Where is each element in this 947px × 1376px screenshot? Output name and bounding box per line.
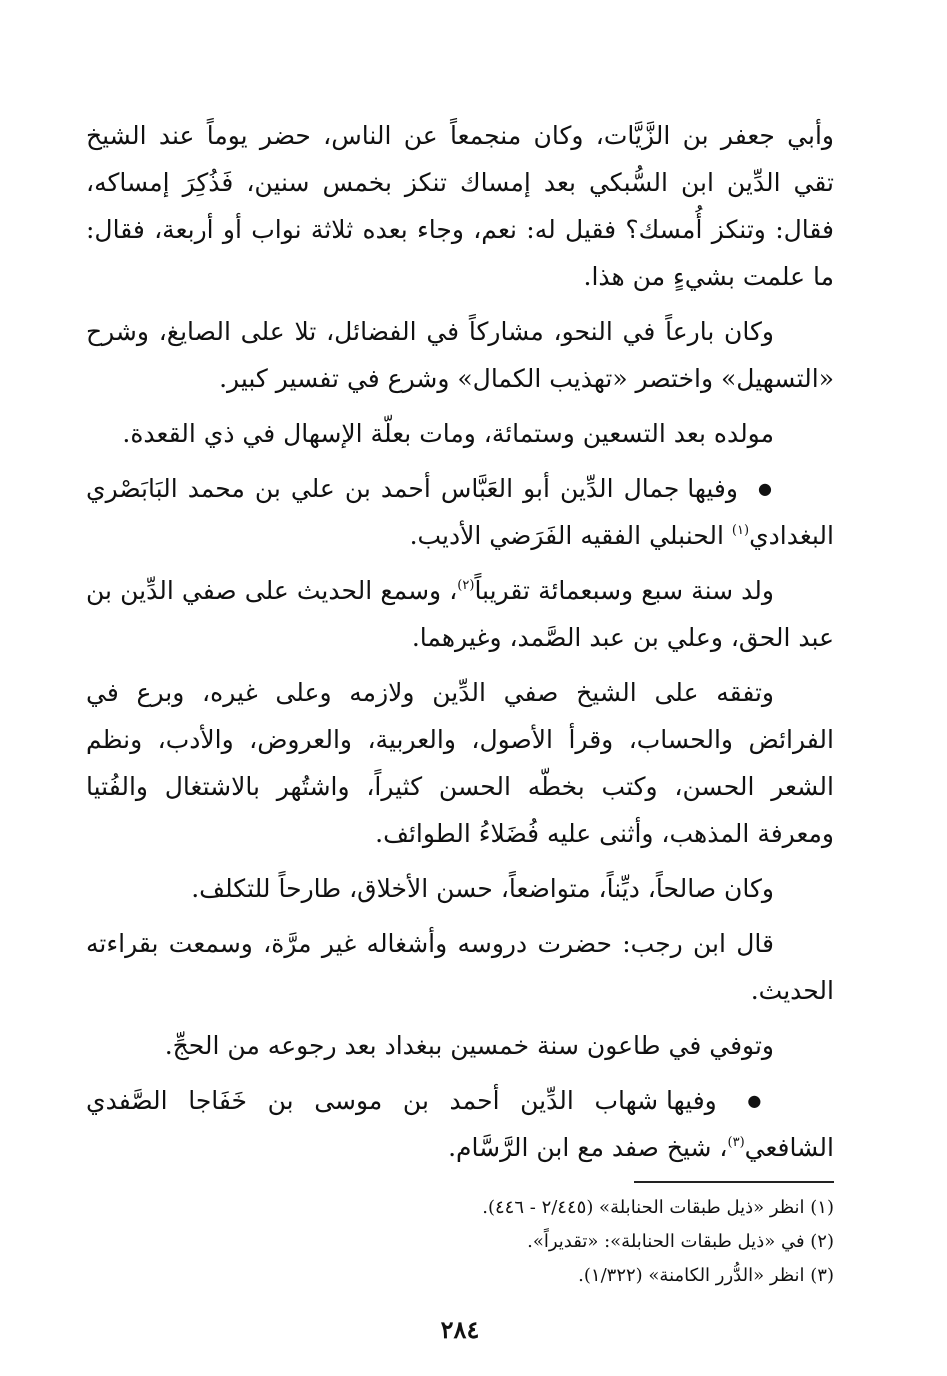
paragraph-text: ولد سنة سبع وسبعمائة تقريباً <box>474 576 774 605</box>
footnote-reference[interactable]: (٢) <box>457 578 475 593</box>
page-number: ٢٨٤ <box>440 1315 480 1344</box>
paragraph-text: مولده بعد التسعين وستمائة، ومات بعلّة الإسهال في ذي القعدة. <box>122 419 774 448</box>
footnote-reference[interactable]: (١) <box>731 523 750 538</box>
paragraph-9 <box>86 1022 834 1069</box>
footnote-reference[interactable]: (٣) <box>727 1135 745 1150</box>
paragraph-text: ، وسمع الحديث على صفي الدِّين بن عبد الحق، وعلي بن عبد الصَّمد، وغيرهما. <box>86 576 834 652</box>
paragraph-4-entry-al-babasri <box>86 465 834 559</box>
paragraph-text: قال ابن رجب: حضرت دروسه وأشغاله غير مرَّة، وسمعت بقراءته الحديث. <box>86 929 834 1005</box>
paragraph-10-entry-al-safadi <box>86 1077 834 1171</box>
paragraph-text: وتوفي في طاعون سنة خمسين ببغداد بعد رجوعه من الحجِّ. <box>164 1031 774 1060</box>
paragraph-1 <box>86 112 834 300</box>
paragraph-text: وتفقه على الشيخ صفي الدِّين ولازمه وعلى غيره، وبرع في الفرائض والحساب، وقرأ الأصول، والعربية، والعروض، والأدب، ونظم الشعر الحسن، وكتب بخطّه الحسن كثيراً، واشتُهر بالاشتغال والفُتيا ومعرفة المذهب، وأثنى عليه فُضَلاءُ الطوائف. <box>86 678 834 848</box>
paragraph-text: وأبي جعفر بن الزَّيَّات، وكان منجمعاً عن الناس، حضر يوماً عند الشيخ تقي الدِّين ابن السُّبكي بعد إمساك تنكز بخمس سنين، فَذُكِرَ إمساكه، فقال: وتنكز أُمسك؟ فقيل له: نعم، وجاء بعده ثلاثة نواب أو أربعة، فقال: ما علمت بشيءٍ من هذا. <box>86 121 834 291</box>
footnotes <box>86 1191 834 1293</box>
paragraph-text: وفيها جمال الدِّين أبو العَبَّاس أحمد بن علي بن محمد البَابَصْري البغدادي <box>86 474 834 550</box>
paragraph-text: وكان بارعاً في النحو، مشاركاً في الفضائل، تلا على الصايغ، وشرح «التسهيل» واختصر «تهذيب الكمال» وشرع في تفسير كبير. <box>86 317 834 393</box>
paragraph-3 <box>86 410 834 457</box>
footnote-1: (١) انظر «ذيل طبقات الحنابلة» (٢/٤٤٥ - ٤٤٦). <box>482 1197 834 1218</box>
paragraph-text: الحنبلي الفقيه الفَرَضي الأديب. <box>409 521 732 550</box>
footnote-separator <box>634 1181 834 1183</box>
footnote-3: (٣) انظر «الدُّرر الكامنة» (١/٣٢٢). <box>578 1265 834 1286</box>
document-page <box>86 112 834 1344</box>
paragraph-2 <box>86 308 834 402</box>
paragraph-text: ، شيخ صفد مع ابن الرَّسَّام. <box>448 1133 728 1162</box>
footnote-2: (٢) في «ذيل طبقات الحنابلة»: «تقديراً». <box>527 1231 834 1252</box>
paragraph-7 <box>86 865 834 912</box>
paragraph-6 <box>86 669 834 857</box>
paragraph-8 <box>86 920 834 1014</box>
paragraph-text: وفيها شهاب الدِّين أحمد بن موسى بن خَفَاجا الصَّفدي الشافعي <box>86 1086 834 1162</box>
paragraph-text: وكان صالحاً، ديِّناً، متواضعاً، حسن الأخلاق، طارحاً للتكلف. <box>191 874 774 903</box>
main-text <box>86 112 834 1171</box>
paragraph-5 <box>86 567 834 661</box>
